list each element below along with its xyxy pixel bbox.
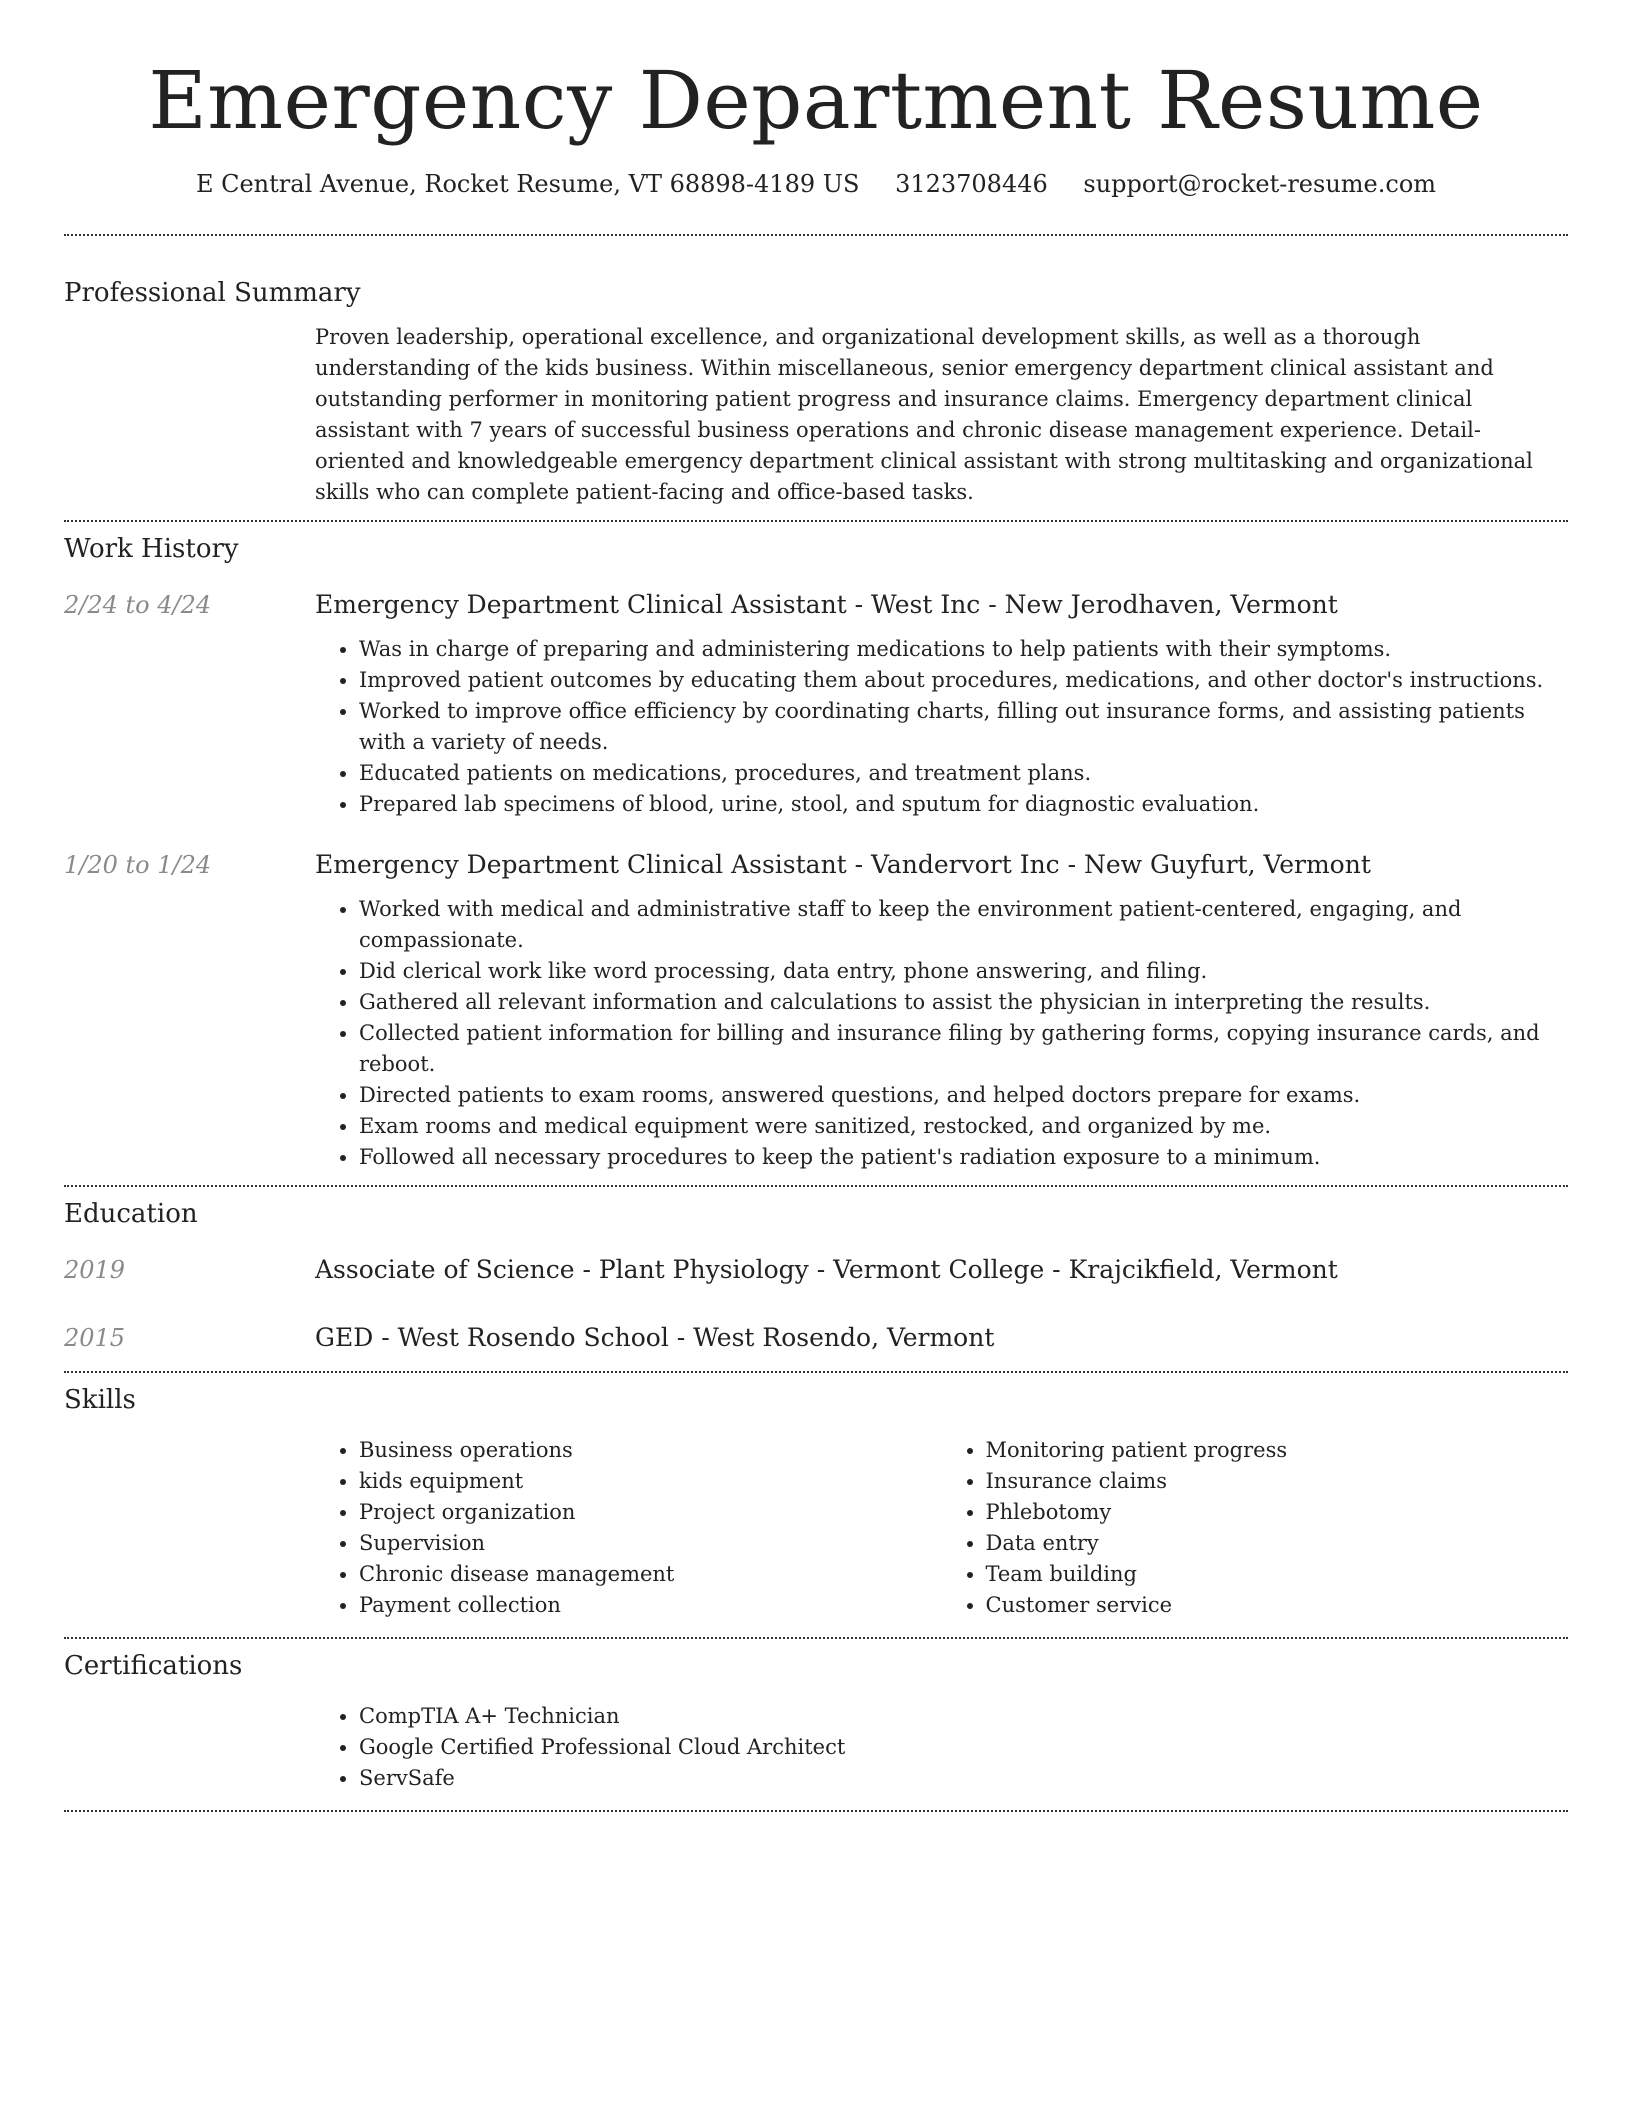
skill-item: • kids equipment	[359, 1466, 942, 1497]
job-bullets	[315, 634, 1568, 820]
job-bullet: • Was in charge of preparing and administering medications to help patients with their symptoms.	[359, 634, 1568, 665]
education-text: GED - West Rosendo School - West Rosendo, Vermont	[315, 1323, 995, 1352]
skill-item: • Project organization	[359, 1497, 942, 1528]
resume-name: Emergency Department Resume	[148, 54, 1484, 147]
skill-item: • Customer service	[986, 1590, 1569, 1621]
job-title: Emergency Department Clinical Assistant - West Inc - New Jerodhaven, Vermont	[315, 590, 1338, 619]
skill-item: • Business operations	[359, 1435, 942, 1466]
job-bullet: • Improved patient outcomes by educating them about procedures, medications, and other doctor's instructions.	[359, 665, 1568, 696]
contact-phone: 3123708446	[895, 170, 1048, 198]
skill-item: • Team building	[986, 1559, 1569, 1590]
section-title-work: Work History	[64, 534, 239, 564]
certification-item: • Google Certified Professional Cloud Architect	[359, 1732, 1568, 1763]
skill-item: • Chronic disease management	[359, 1559, 942, 1590]
job-bullet: • Directed patients to exam rooms, answered questions, and helped doctors prepare for exams.	[359, 1080, 1568, 1111]
job-dates: 2/24 to 4/24	[64, 591, 212, 619]
job-bullet: • Gathered all relevant information and calculations to assist the physician in interpreting the results.	[359, 987, 1568, 1018]
job-dates: 1/20 to 1/24	[64, 851, 212, 879]
education-entry	[64, 1253, 1568, 1287]
section-title-certifications: Certifications	[64, 1651, 243, 1681]
skill-item: • Phlebotomy	[986, 1497, 1569, 1528]
contact-email: support@rocket-resume.com	[1083, 170, 1437, 198]
job-bullet: • Did clerical work like word processing, data entry, phone answering, and filing.	[359, 956, 1568, 987]
summary-text: Proven leadership, operational excellence, and organizational development skills, as well as a thorough understanding of the kids business. Within miscellaneous, senior emergency department clinical assistant and outstanding performer in monitoring patient progress and insurance claims. Emergency department clinical assistant with 7 years of successful business operations and chronic disease management experience. Detail-oriented and knowledgeable emergency department clinical assistant with strong multitasking and organizational skills who can complete patient-facing and office-based tasks.	[315, 325, 1533, 504]
skills-section	[64, 1373, 1568, 1621]
job-bullet: • Collected patient information for billing and insurance filing by gathering forms, copying insurance cards, and reboot.	[359, 1018, 1568, 1080]
job-entry	[64, 848, 1568, 1173]
education-entry	[64, 1321, 1568, 1355]
section-title-education: Education	[64, 1199, 198, 1229]
certifications-list	[315, 1701, 1568, 1794]
job-entry	[64, 588, 1568, 820]
job-bullet: • Followed all necessary procedures to keep the patient's radiation exposure to a minimum.	[359, 1142, 1568, 1173]
job-bullet: • Exam rooms and medical equipment were sanitized, restocked, and organized by me.	[359, 1111, 1568, 1142]
summary-section	[64, 236, 1568, 508]
education-year: 2019	[64, 1256, 126, 1284]
contact-line	[64, 168, 1568, 200]
skill-item: • Insurance claims	[986, 1466, 1569, 1497]
skill-item: • Supervision	[359, 1528, 942, 1559]
education-text: Associate of Science - Plant Physiology - Vermont College - Krajcikfield, Vermont	[315, 1255, 1338, 1284]
contact-address: E Central Avenue, Rocket Resume, VT 68898-4189 US	[195, 170, 860, 198]
certification-item: • ServSafe	[359, 1763, 1568, 1794]
job-title: Emergency Department Clinical Assistant - Vandervort Inc - New Guyfurt, Vermont	[315, 850, 1371, 879]
job-bullet: • Prepared lab specimens of blood, urine, stool, and sputum for diagnostic evaluation.	[359, 789, 1568, 820]
skills-list-right	[942, 1435, 1569, 1621]
education-year: 2015	[64, 1324, 126, 1352]
job-bullet: • Worked with medical and administrative staff to keep the environment patient-centered, engaging, and compassionate.	[359, 894, 1568, 956]
skill-item: • Payment collection	[359, 1590, 942, 1621]
section-title-skills: Skills	[64, 1385, 136, 1415]
skill-item: • Monitoring patient progress	[986, 1435, 1569, 1466]
skill-item: • Data entry	[986, 1528, 1569, 1559]
certifications-section	[64, 1639, 1568, 1794]
divider	[64, 1810, 1568, 1812]
skills-list-left	[315, 1435, 942, 1621]
job-bullet: • Educated patients on medications, procedures, and treatment plans.	[359, 758, 1568, 789]
certification-item: • CompTIA A+ Technician	[359, 1701, 1568, 1732]
work-section	[64, 522, 1568, 1173]
job-bullet: • Worked to improve office efficiency by coordinating charts, filling out insurance forms, and assisting patients with a variety of needs.	[359, 696, 1568, 758]
job-bullets	[315, 894, 1568, 1173]
education-section	[64, 1187, 1568, 1355]
resume-page	[64, 0, 1568, 1812]
section-title-summary: Professional Summary	[64, 278, 361, 308]
